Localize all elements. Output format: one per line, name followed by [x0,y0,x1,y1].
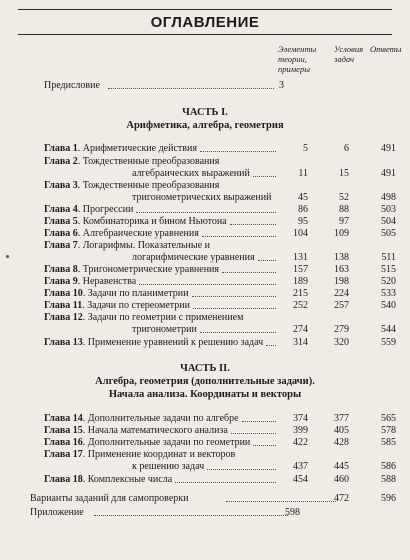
part1-title: ЧАСТЬ I. [182,107,228,118]
chapter-page-tasks: 405 [334,425,349,436]
chapter-text: Применение координат и векторов [87,449,236,460]
chapter-page-answers: 559 [381,337,396,348]
chapter-text: Применение уравнений к решению задач [87,337,264,348]
chapter-page-tasks: 6 [344,143,349,154]
chapter-title [132,168,250,180]
chapter-page-tasks: 445 [334,461,349,472]
chapter-title [132,461,204,473]
chapter-title [132,252,255,264]
chapter-number: Глава 5 [44,216,78,227]
chapter-page-tasks: 224 [334,288,349,299]
chapter-page-tasks: 257 [334,300,349,311]
chapter-number: Глава 8 [44,264,78,275]
chapter-title: Глава 5. Комбинаторика и бином Ньютона [44,216,227,227]
chapter-page-answers: 585 [381,437,396,448]
toc-row-chapter-15[interactable] [44,425,396,437]
variants-tasks: 472 [334,493,349,504]
chapter-number: Глава 11 [44,300,83,311]
toc-row-chapter-2[interactable] [44,168,396,180]
chapter-title: Глава 13. Применение уравнений к решению задач [44,337,264,348]
chapter-number: Глава 13 [44,337,83,348]
toc-row-chapter-7-line1 [44,240,396,252]
chapter-page-tasks: 377 [334,413,349,424]
chapter-page-tasks: 52 [339,192,349,203]
leader-dots [136,211,276,213]
leader-dots [222,271,276,273]
chapter-page-tasks: 88 [339,204,349,215]
chapter-number: Глава 17 [44,449,83,460]
chapter-page-theory: 45 [298,192,308,203]
chapter-title: Глава 2. Тождественные преобразования [44,156,220,167]
chapter-text: Дополнительные задачи по алгебре [87,413,239,424]
toc-row-chapter-12-line1 [44,312,396,324]
chapter-page-answers: 515 [381,264,396,275]
leader-dots [207,468,276,470]
toc-row-chapter-9[interactable] [44,276,396,288]
chapter-page-theory: 131 [293,252,308,263]
toc-row-chapter-12[interactable] [44,324,396,336]
preface-page: 3 [279,80,284,91]
chapter-text: Дополнительные задачи по геометрии [87,437,251,448]
chapter-title: Глава 4. Прогрессии [44,204,134,215]
chapter-text: Начала математического анализа [87,425,228,436]
toc-row-chapter-8[interactable] [44,264,396,276]
chapter-text: Неравенства [82,276,137,287]
leader-dots [230,223,276,225]
leader-dots [242,420,276,422]
part2-subtitle-1: Алгебра, геометрия (дополнительные задачи). [95,376,315,387]
chapter-number: Глава 16 [44,437,83,448]
leader-dots [231,432,276,434]
title-rule [18,34,392,35]
chapter-title: Глава 10. Задачи по планиметрии [44,288,189,299]
chapter-title: Глава 7. Логарифмы. Показательные и [44,240,210,251]
chapter-number: Глава 6 [44,228,78,239]
chapter-page-answers: 520 [381,276,396,287]
chapter-page-theory: 215 [293,288,308,299]
appendix-label: Приложение [30,507,84,518]
chapter-title: Глава 11. Задачи по стереометрии [44,300,190,311]
chapter-page-answers: 511 [381,252,396,263]
chapter-text: Тождественные преобразования [82,156,220,167]
toc-row-chapter-10[interactable] [44,288,396,300]
toc-row-chapter-16[interactable] [44,437,396,449]
chapter-number: Глава 2 [44,156,78,167]
column-header-tasks: Условия задач [334,44,364,64]
toc-row-variants[interactable] [30,493,396,505]
chapter-page-answers: 533 [381,288,396,299]
part2-title: ЧАСТЬ II. [180,363,230,374]
page-mark [6,255,9,258]
top-rule [18,9,392,10]
chapter-text: Арифметические действия [82,143,197,154]
chapter-title [132,192,271,204]
chapter-title: Глава 14. Дополнительные задачи по алгебре [44,413,239,424]
chapter-number: Глава 4 [44,204,78,215]
toc-row-chapter-4[interactable] [44,204,396,216]
toc-row-chapter-6[interactable] [44,228,396,240]
chapter-page-answers: 578 [381,425,396,436]
chapter-page-tasks: 163 [334,264,349,275]
chapter-title: Глава 12. Задачи по геометрии с применением [44,312,244,323]
chapter-title: Глава 8. Тригонометрические уравнения [44,264,220,275]
chapter-page-theory: 5 [303,143,308,154]
toc-row-chapter-18[interactable] [44,474,396,486]
chapter-page-theory: 399 [293,425,308,436]
leader-dots [266,344,276,346]
chapter-page-answers: 491 [381,143,396,154]
chapter-number: Глава 10 [44,288,83,299]
chapter-text: Комбинаторика и бином Ньютона [82,216,227,227]
chapter-number: Глава 7 [44,240,78,251]
chapter-page-tasks: 198 [334,276,349,287]
chapter-number: Глава 18 [44,474,83,485]
toc-row-chapter-17-line1 [44,449,396,461]
chapter-title: Глава 3. Тождественные преобразования [44,180,220,191]
chapter-text: Задачи по планиметрии [87,288,189,299]
leader-dots [253,444,276,446]
leader-dots [139,283,276,285]
chapter-page-answers: 586 [381,461,396,472]
column-header-answers: Ответы [370,44,402,54]
toc-row-preface[interactable] [44,80,396,92]
toc-row-chapter-11[interactable] [44,300,396,312]
chapter-page-answers: 540 [381,300,396,311]
chapter-page-theory: 189 [293,276,308,287]
chapter-title: Глава 9. Неравенства [44,276,137,287]
chapter-page-answers: 588 [381,474,396,485]
chapter-text: Комплексные числа [87,474,173,485]
chapter-text: Тригонометрические уравнения [82,264,220,275]
chapter-page-tasks: 279 [334,324,349,335]
chapter-number: Глава 14 [44,413,83,424]
chapter-page-answers: 565 [381,413,396,424]
chapter-page-theory: 454 [293,474,308,485]
chapter-text: Тождественные преобразования [82,180,220,191]
chapter-page-tasks: 15 [339,168,349,179]
chapter-page-theory: 252 [293,300,308,311]
chapter-text: к решению задач [132,461,205,472]
toc-row-chapter-2-line1 [44,156,396,168]
chapter-page-tasks: 320 [334,337,349,348]
chapter-number: Глава 15 [44,425,83,436]
toc-row-chapter-1[interactable] [44,143,396,155]
toc-row-appendix[interactable] [30,507,396,519]
chapter-text: Прогрессии [82,204,134,215]
chapter-page-answers: 504 [381,216,396,227]
appendix-page: 598 [285,507,300,518]
chapter-title: Глава 16. Дополнительные задачи по геометрии [44,437,251,448]
chapter-page-theory: 157 [293,264,308,275]
leader-dots [108,87,274,89]
chapter-page-theory: 104 [293,228,308,239]
chapter-text: Алгебраические уравнения [82,228,199,239]
column-header-theory: Элементы теории, примеры [278,44,317,74]
leader-dots [253,175,276,177]
chapter-page-answers: 544 [381,324,396,335]
leader-dots [200,150,276,152]
chapter-title: Глава 6. Алгебраические уравнения [44,228,199,239]
toc-row-chapter-7[interactable] [44,252,396,264]
chapter-title: Глава 15. Начала математического анализа [44,425,228,436]
chapter-number: Глава 9 [44,276,78,287]
variants-label: Варианты заданий для самопроверки [30,493,189,504]
chapter-page-answers: 498 [381,192,396,203]
chapter-text: Логарифмы. Показательные и [82,240,210,251]
chapter-page-theory: 422 [293,437,308,448]
chapter-page-tasks: 460 [334,474,349,485]
page-title: ОГЛАВЛЕНИЕ [150,14,260,31]
chapter-text: алгебраических выражений [132,168,250,179]
chapter-text: тригонометрических выражений [132,192,272,203]
chapter-page-answers: 505 [381,228,396,239]
toc-row-chapter-14[interactable] [44,413,396,425]
chapter-title: Глава 1. Арифметические действия [44,143,197,154]
leader-dots [226,500,336,502]
chapter-text: Задачи по стереометрии [87,300,190,311]
chapter-title: Глава 18. Комплексные числа [44,474,173,485]
chapter-title [132,324,197,336]
toc-row-chapter-17[interactable] [44,461,396,473]
leader-dots [202,235,276,237]
preface-label: Предисловие [44,80,100,91]
toc-row-chapter-13[interactable] [44,337,396,349]
chapter-page-theory: 11 [298,168,308,179]
chapter-page-tasks: 109 [334,228,349,239]
chapter-text: Задачи по геометрии с применением [87,312,244,323]
toc-row-chapter-3[interactable] [44,192,396,204]
chapter-number: Глава 12 [44,312,83,323]
chapter-page-theory: 86 [298,204,308,215]
leader-dots [192,295,276,297]
chapter-number: Глава 1 [44,143,78,154]
chapter-title: Глава 17. Применение координат и векторов [44,449,236,460]
leader-dots [193,307,276,309]
part1-subtitle: Арифметика, алгебра, геометрия [126,120,284,131]
chapter-text: тригонометрии [132,324,197,335]
chapter-number: Глава 3 [44,180,78,191]
chapter-page-theory: 314 [293,337,308,348]
part2-subtitle-2: Начала анализа. Координаты и векторы [108,389,302,400]
chapter-page-answers: 491 [381,168,396,179]
leader-dots [94,514,288,516]
chapter-page-theory: 274 [293,324,308,335]
leader-dots [200,331,276,333]
toc-row-chapter-5[interactable] [44,216,396,228]
chapter-page-theory: 95 [298,216,308,227]
toc-row-chapter-3-line1 [44,180,396,192]
chapter-page-tasks: 138 [334,252,349,263]
variants-answers: 596 [381,493,396,504]
leader-dots [258,259,276,261]
chapter-page-tasks: 428 [334,437,349,448]
leader-dots [175,481,276,483]
chapter-text: логарифмические уравнения [132,252,255,263]
chapter-page-answers: 503 [381,204,396,215]
chapter-page-theory: 374 [293,413,308,424]
chapter-page-tasks: 97 [339,216,349,227]
chapter-page-theory: 437 [293,461,308,472]
